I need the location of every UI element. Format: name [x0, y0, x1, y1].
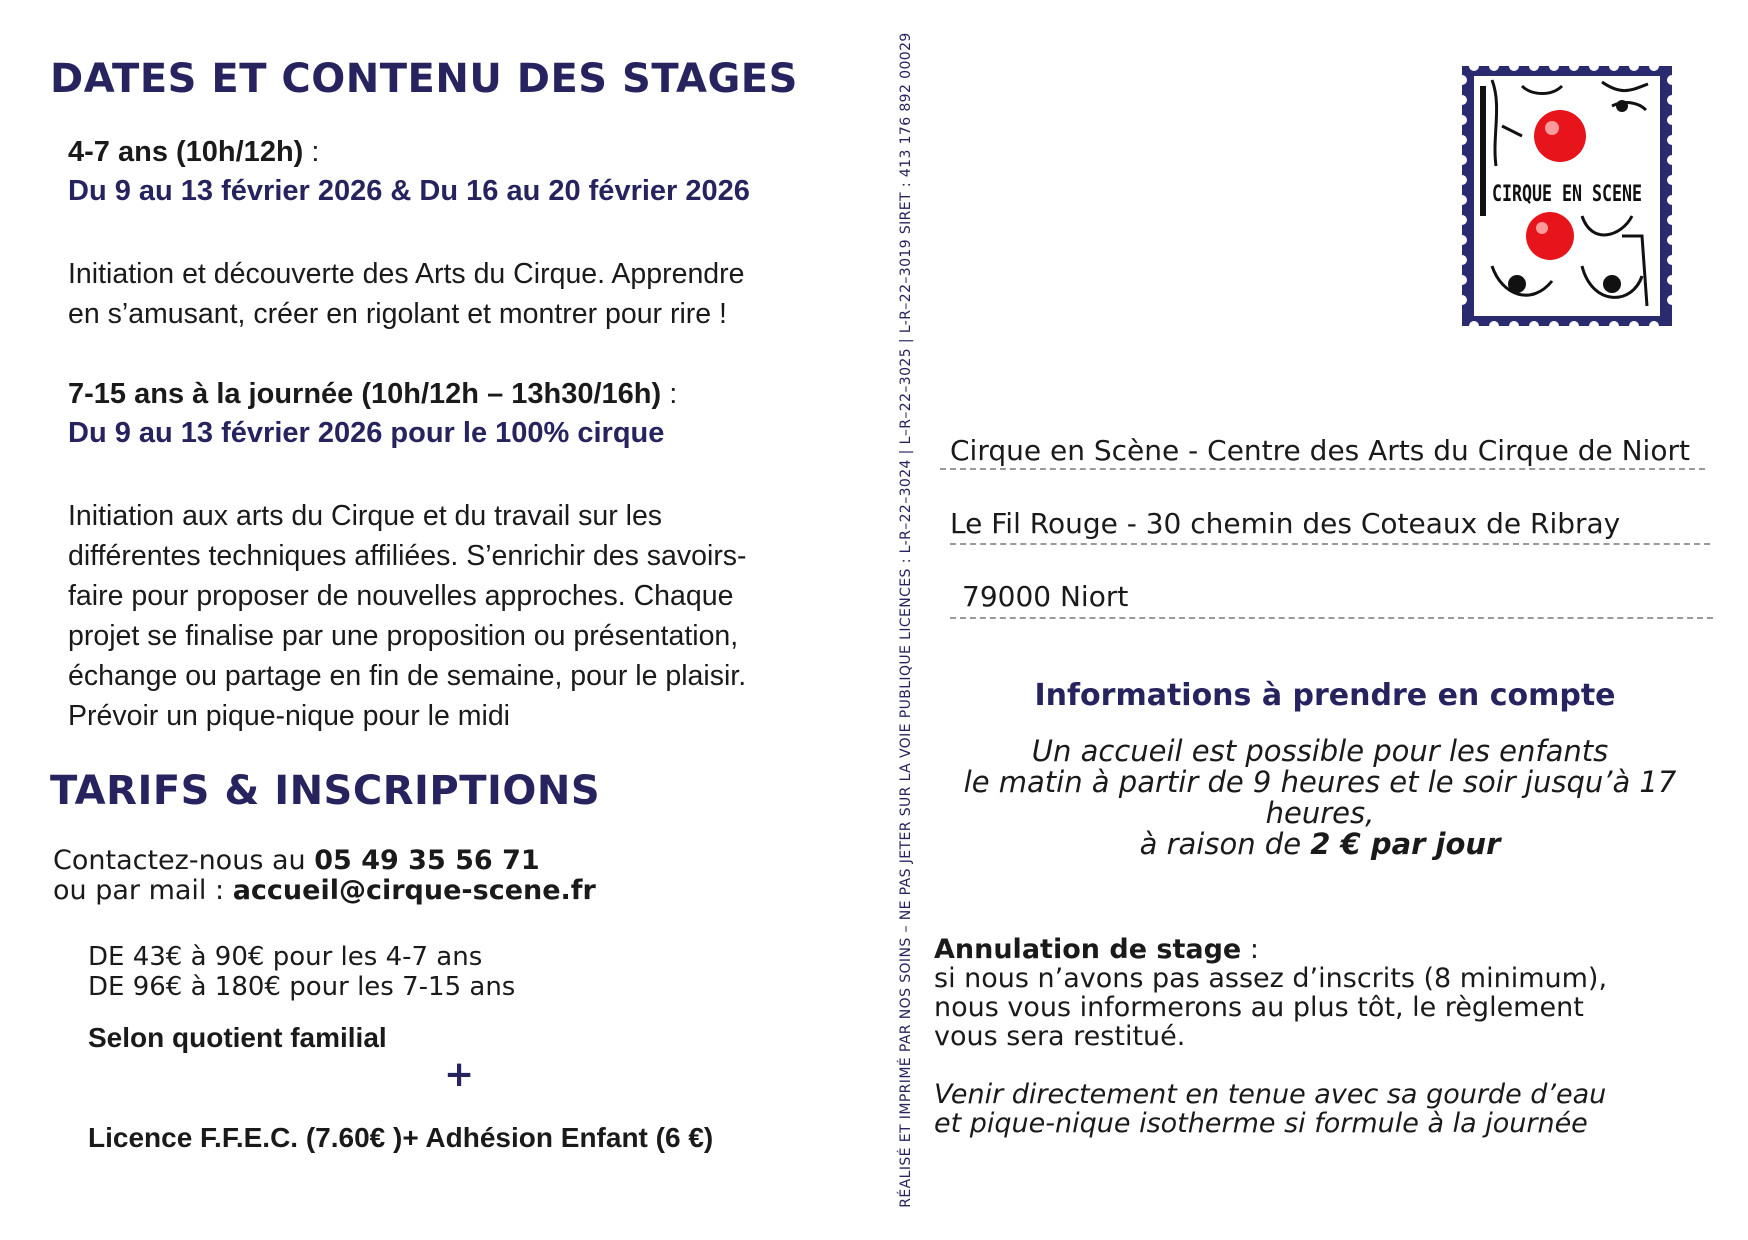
cancellation-line: si nous n’avons pas assez d’inscrits (8 minimum), — [934, 963, 1608, 994]
cancellation-line: vous sera restitué. — [934, 1021, 1186, 1052]
info-price: 2 € par jour — [1310, 827, 1501, 861]
age-group-4-7-description — [68, 254, 864, 334]
cancellation-title-suffix: : — [1241, 934, 1259, 965]
info-body — [940, 736, 1700, 860]
description-line: Initiation et découverte des Arts du Cirque. Apprendre — [68, 258, 745, 290]
age-group-7-15-suffix: : — [661, 378, 678, 410]
description-line: échange ou partage en fin de semaine, pour le plaisir. — [68, 660, 747, 692]
info-line: heures, — [1265, 796, 1375, 830]
mail-prefix: ou par mail : — [53, 875, 233, 906]
licence-note: Licence F.F.E.C. (7.60€ )+ Adhésion Enfant (6 €) — [88, 1122, 714, 1153]
cancellation-title: Annulation de stage — [934, 934, 1242, 965]
cancellation-line: nous vous informerons au plus tôt, le règlement — [934, 992, 1584, 1023]
address-line-1: Cirque en Scène - Centre des Arts du Cirque de Niort — [950, 434, 1690, 467]
description-line: différentes techniques affiliées. S’enrichir des savoirs- — [68, 540, 747, 572]
address-line-3: 79000 Niort — [962, 580, 1129, 613]
contact-mail-line — [53, 876, 596, 906]
age-group-7-15-dates: Du 9 au 13 février 2026 pour le 100% cirque — [68, 417, 665, 449]
contact-block — [53, 846, 596, 906]
description-line: en s’amusant, créer en rigolant et montrer pour rire ! — [68, 298, 727, 330]
tarifs-section-title: TARIFS & INSCRIPTIONS — [50, 768, 601, 814]
cancellation-title-line — [934, 935, 1607, 964]
contact-phone-line — [53, 846, 596, 876]
email-link[interactable]: accueil@cirque-scene.fr — [232, 875, 596, 906]
description-line: Prévoir un pique-nique pour le midi — [68, 700, 511, 732]
description-line: projet se finalise par une proposition ou présentation, — [68, 620, 739, 652]
age-group-4-7: 4-7 ans (10h/12h) — [68, 136, 304, 168]
phone-number[interactable]: 05 49 35 56 71 — [314, 845, 540, 876]
contact-prefix: Contactez-nous au — [53, 845, 315, 876]
info-line: le matin à partir de 9 heures et le soir jusqu’à 17 — [963, 765, 1677, 799]
plus-sign: + — [444, 1054, 475, 1095]
description-line: faire pour proposer de nouvelles approches. Chaque — [68, 580, 734, 612]
circus-stamp-icon — [1462, 66, 1672, 326]
quotient-note: Selon quotient familial — [88, 1022, 387, 1053]
age-group-4-7-dates: Du 9 au 13 février 2026 & Du 16 au 20 février 2026 — [68, 175, 750, 207]
advice-line: Venir directement en tenue avec sa gourde d’eau — [934, 1079, 1607, 1110]
price-line: DE 43€ à 90€ pour les 4-7 ans — [88, 942, 483, 972]
logo-text: CIRQUE EN SCENE — [1492, 182, 1642, 207]
cancellation-block — [934, 935, 1607, 1138]
age-group-7-15: 7-15 ans à la journée (10h/12h – 13h30/16h) — [68, 378, 662, 410]
address-divider — [950, 543, 1710, 545]
info-price-prefix: à raison de — [1139, 827, 1311, 861]
dates-section-title: DATES ET CONTENU DES STAGES — [50, 56, 798, 102]
info-title: Informations à prendre en compte — [1034, 678, 1616, 713]
age-group-7-15-description — [68, 496, 864, 736]
address-divider — [940, 468, 1705, 470]
legal-vertical-text: RÉALISÉ ET IMPRIMÉ PAR NOS SOINS – NE PAS JETER SUR LA VOIE PUBLIQUE LICENCES : L-R–22–3024 | L–R–22–3025 | L-R–22–3019 SIRET : 413 176 892 00029 — [898, 32, 914, 1208]
info-line — [940, 829, 1700, 860]
price-list — [88, 942, 515, 1002]
description-line: Initiation aux arts du Cirque et du travail sur les — [68, 500, 663, 532]
spacer — [934, 1051, 1607, 1080]
info-line: Un accueil est possible pour les enfants — [1031, 734, 1609, 768]
address-divider — [950, 617, 1713, 619]
age-group-4-7-label — [68, 136, 319, 169]
address-line-2: Le Fil Rouge - 30 chemin des Coteaux de Ribray — [950, 507, 1621, 540]
price-line: DE 96€ à 180€ pour les 7-15 ans — [88, 972, 516, 1002]
age-group-4-7-suffix: : — [303, 136, 320, 168]
age-group-7-15-label — [68, 378, 677, 411]
logo-stamp — [1462, 66, 1672, 326]
advice-line: et pique-nique isotherme si formule à la journée — [934, 1108, 1588, 1139]
